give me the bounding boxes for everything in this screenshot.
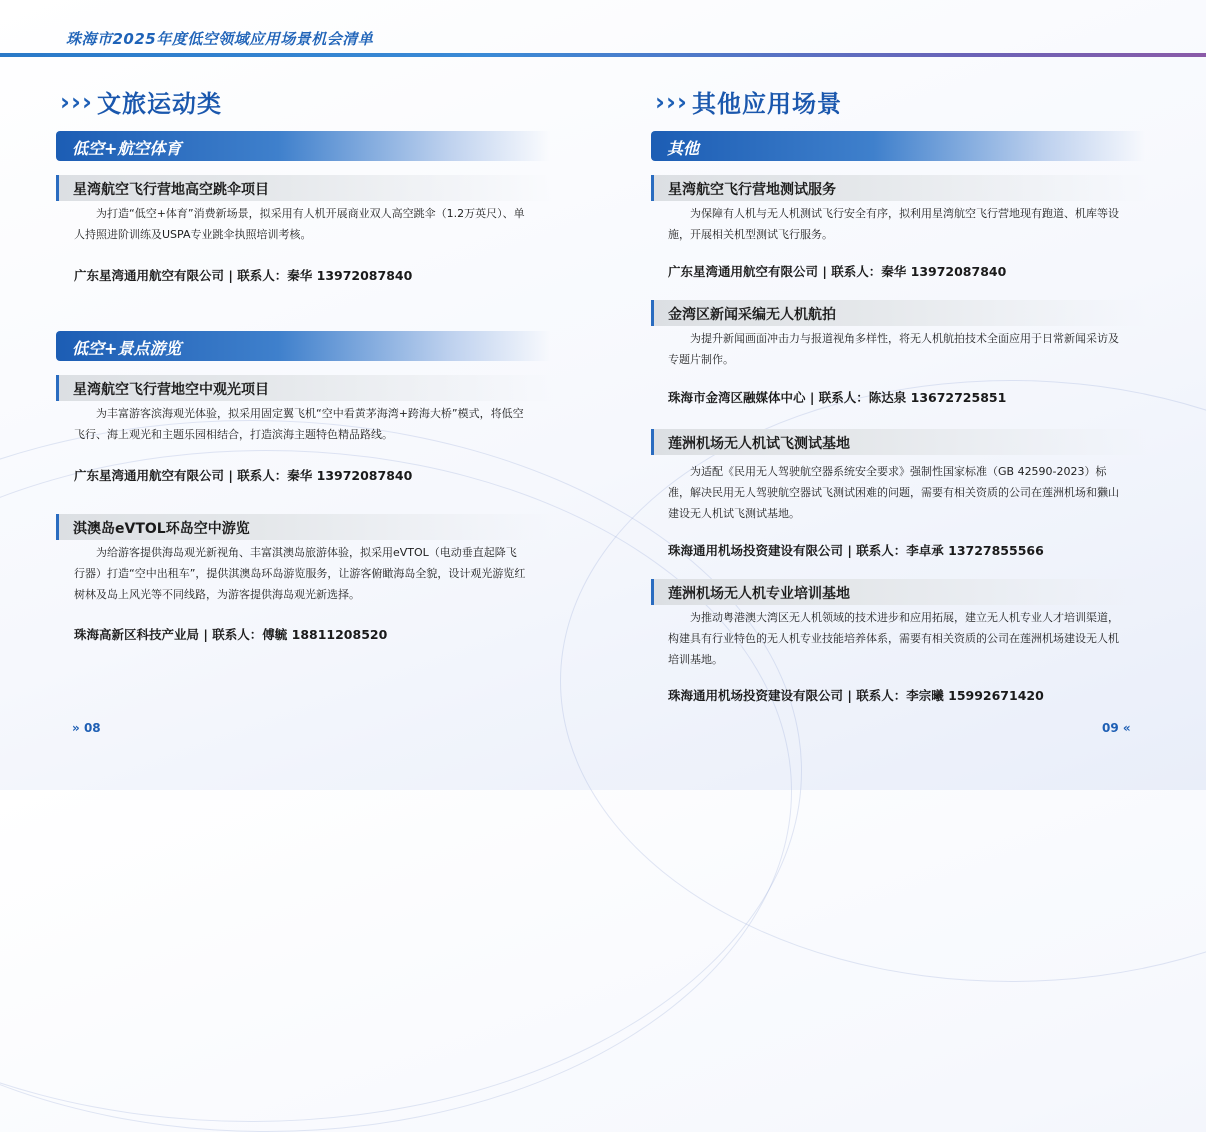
page-number-right bbox=[1102, 721, 1131, 735]
item-title: 金湾区新闻采编无人机航拍 bbox=[668, 307, 836, 323]
item-title-bar bbox=[56, 375, 553, 401]
item-title: 淇澳岛eVTOL环岛空中游览 bbox=[73, 521, 250, 537]
item-contact: 广东星湾通用航空有限公司 | 联系人：秦华 13972087840 bbox=[74, 268, 413, 283]
category-bar bbox=[651, 131, 1145, 161]
item-contact: 珠海通用机场投资建设有限公司 | 联系人：李卓承 13727855566 bbox=[668, 543, 1044, 558]
triple-chevron-right-icon: › › › bbox=[655, 87, 687, 116]
item-title-bar bbox=[651, 579, 1148, 605]
item-title-bar bbox=[651, 300, 1148, 326]
item-contact: 珠海市金湾区融媒体中心 | 联系人：陈达泉 13672725851 bbox=[668, 390, 1007, 405]
item-description: 为保障有人机与无人机测试飞行安全有序，拟利用星湾航空飞行营地现有跑道、机库等设施，开展相关机型测试飞行服务。 bbox=[668, 207, 1119, 241]
item-description: 为提升新闻画面冲击力与报道视角多样性，将无人机航拍技术全面应用于日常新闻采访及专题片制作。 bbox=[668, 332, 1119, 366]
item-title-bar bbox=[56, 514, 553, 540]
item-contact: 珠海通用机场投资建设有限公司 | 联系人：李宗曦 15992671420 bbox=[668, 688, 1044, 703]
document-header-title: 珠海市2025年度低空领域应用场景机会清单 bbox=[66, 30, 374, 48]
item-description: 为打造“低空+体育”消费新场景，拟采用有人机开展商业双人高空跳伞（1.2万英尺）、单人持照进阶训练及USPA专业跳伞执照培训考核。 bbox=[74, 207, 525, 241]
category-bar bbox=[56, 131, 550, 161]
item-title: 星湾航空飞行营地空中观光项目 bbox=[73, 382, 269, 398]
page-number: 08 bbox=[83, 721, 101, 735]
item-contact: 广东星湾通用航空有限公司 | 联系人：秦华 13972087840 bbox=[668, 264, 1007, 279]
item-title: 星湾航空飞行营地测试服务 bbox=[668, 182, 836, 198]
item-title: 星湾航空飞行营地高空跳伞项目 bbox=[73, 182, 269, 198]
item-description: 为适配《民用无人驾驶航空器系统安全要求》强制性国家标准（GB 42590-2023）标准，解决民用无人驾驶航空器试飞测试困难的问题，需要有相关资质的公司在莲洲机场和獭山建设无人机试飞测试基地。 bbox=[668, 465, 1119, 520]
item-title-bar bbox=[651, 429, 1148, 455]
section-title: 其他应用场景 bbox=[692, 90, 842, 118]
item-contact: 广东星湾通用航空有限公司 | 联系人：秦华 13972087840 bbox=[74, 468, 413, 483]
double-chevron-left-icon: « bbox=[1122, 721, 1131, 735]
double-chevron-right-icon: » bbox=[72, 721, 80, 735]
item-description: 为给游客提供海岛观光新视角、丰富淇澳岛旅游体验，拟采用eVTOL（电动垂直起降飞行器）打造“空中出租车”，提供淇澳岛环岛游览服务，让游客俯瞰海岛全貌，设计观光游览红树林及岛上风光等不同线路，为游客提供海岛观光新选择。 bbox=[74, 546, 526, 601]
item-description: 为推动粤港澳大湾区无人机领域的技术进步和应用拓展，建立无人机专业人才培训渠道，构建具有行业特色的无人机专业技能培养体系，需要有相关资质的公司在莲洲机场建设无人机培训基地。 bbox=[668, 611, 1119, 666]
page-number: 09 bbox=[1102, 721, 1119, 735]
category-label: 低空+景点游览 bbox=[72, 339, 182, 358]
category-bar bbox=[56, 331, 550, 361]
item-title-bar bbox=[651, 175, 1148, 201]
right-section-heading bbox=[655, 84, 842, 119]
left-section-heading bbox=[60, 84, 222, 119]
item-title: 莲洲机场无人机试飞测试基地 bbox=[668, 436, 850, 452]
category-label: 其他 bbox=[667, 139, 700, 158]
item-description: 为丰富游客滨海观光体验，拟采用固定翼飞机“空中看黄茅海湾+跨海大桥”模式，将低空飞行、海上观光和主题乐园相结合，打造滨海主题特色精品路线。 bbox=[74, 407, 524, 441]
category-label: 低空+航空体育 bbox=[72, 139, 182, 158]
section-title: 文旅运动类 bbox=[97, 90, 222, 118]
triple-chevron-right-icon: › › › bbox=[60, 87, 92, 116]
item-contact: 珠海高新区科技产业局 | 联系人：傅毓 18811208520 bbox=[74, 627, 388, 642]
item-title: 莲洲机场无人机专业培训基地 bbox=[668, 586, 850, 602]
header-rule bbox=[0, 53, 1206, 57]
page-number-left bbox=[72, 721, 101, 735]
item-title-bar bbox=[56, 175, 553, 201]
